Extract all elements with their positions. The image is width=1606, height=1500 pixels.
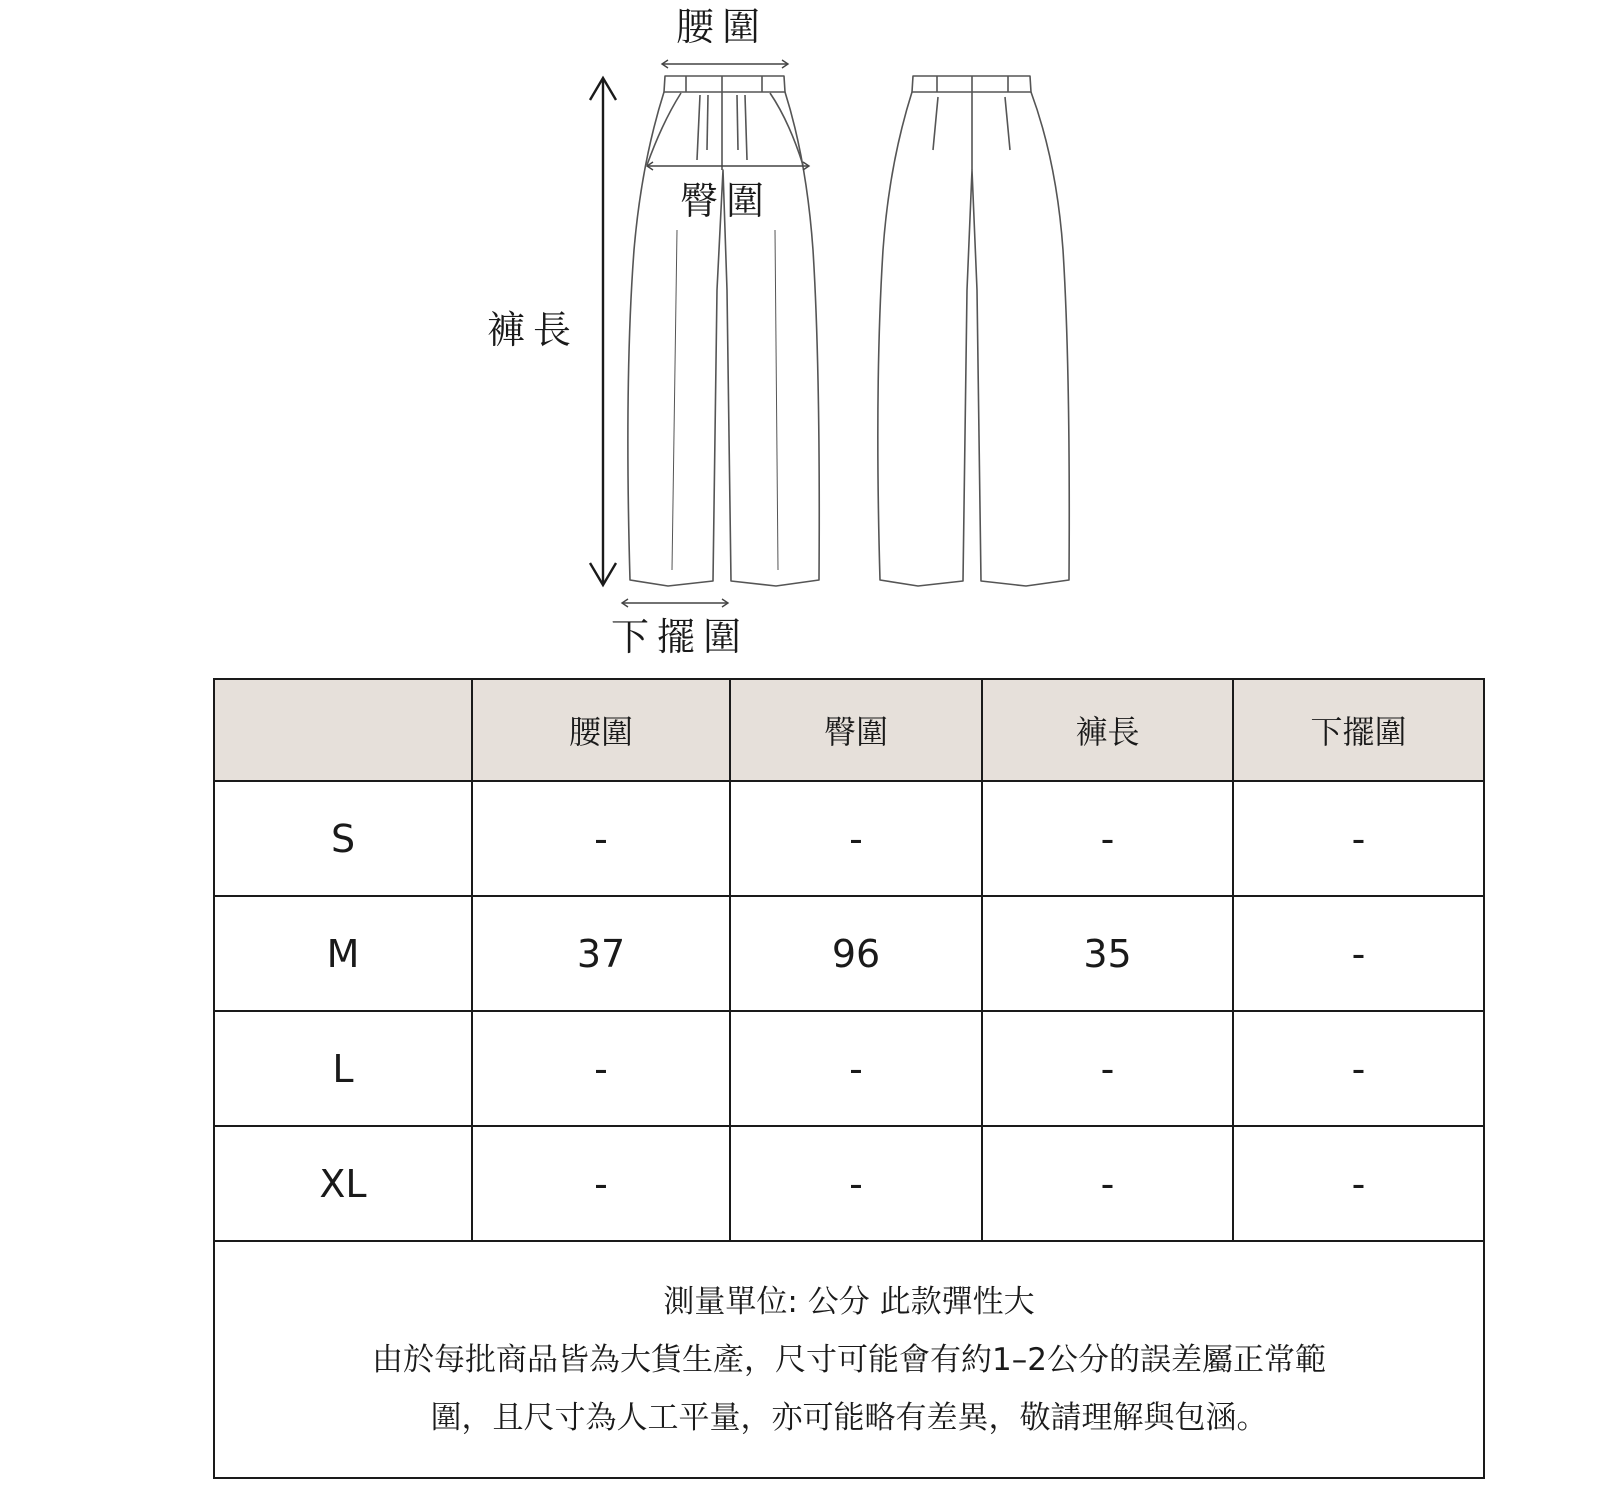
size-chart-table [213, 678, 1485, 1479]
waist-value: - [472, 781, 730, 896]
table-row [214, 1126, 1484, 1241]
hip-label: 臀圍 [680, 179, 773, 223]
length-value: - [982, 1011, 1233, 1126]
size-label: L [214, 1011, 472, 1126]
hem-measure-arrow [622, 599, 728, 607]
table-row [214, 781, 1484, 896]
waist-measure-arrow [662, 60, 788, 68]
hip-value: - [730, 1011, 982, 1126]
length-value: 35 [982, 896, 1233, 1011]
hem-label: 下擺圍 [611, 615, 750, 659]
pants-illustration [0, 0, 1606, 670]
note-line-2: 由於每批商品皆為大貨生產，尺寸可能會有約1–2公分的誤差屬正常範 [372, 1341, 1326, 1378]
hip-measure-arrow [647, 162, 809, 170]
waist-value: 37 [472, 896, 730, 1011]
note-line-3: 圍，且尺寸為人工平量，亦可能略有差異，敬請理解與包涵。 [430, 1399, 1268, 1436]
size-label: M [214, 896, 472, 1011]
size-label: XL [214, 1126, 472, 1241]
pants-diagram [0, 0, 1606, 670]
waist-value: - [472, 1011, 730, 1126]
note-cell [214, 1241, 1484, 1478]
length-value: - [982, 1126, 1233, 1241]
header-corner [214, 679, 472, 781]
table-row [214, 896, 1484, 1011]
length-measure-arrow [590, 78, 616, 585]
size-label: S [214, 781, 472, 896]
length-value: - [982, 781, 1233, 896]
length-label: 褲長 [487, 308, 580, 352]
hem-value: - [1233, 896, 1484, 1011]
hip-value: 96 [730, 896, 982, 1011]
table-header-row [214, 679, 1484, 781]
waist-label: 腰圍 [676, 5, 769, 49]
hip-value: - [730, 1126, 982, 1241]
front-pants-drawing [628, 76, 819, 586]
hem-value: - [1233, 1011, 1484, 1126]
waist-value: - [472, 1126, 730, 1241]
header-length: 褲長 [982, 679, 1233, 781]
hem-value: - [1233, 781, 1484, 896]
note-unit-line: 測量單位: 公分 此款彈性大 [663, 1283, 1035, 1320]
table-row [214, 1011, 1484, 1126]
header-hip: 臀圍 [730, 679, 982, 781]
header-hem: 下擺圍 [1233, 679, 1484, 781]
hem-value: - [1233, 1126, 1484, 1241]
back-pants-drawing [878, 76, 1069, 586]
header-waist: 腰圍 [472, 679, 730, 781]
hip-value: - [730, 781, 982, 896]
note-row [214, 1241, 1484, 1478]
